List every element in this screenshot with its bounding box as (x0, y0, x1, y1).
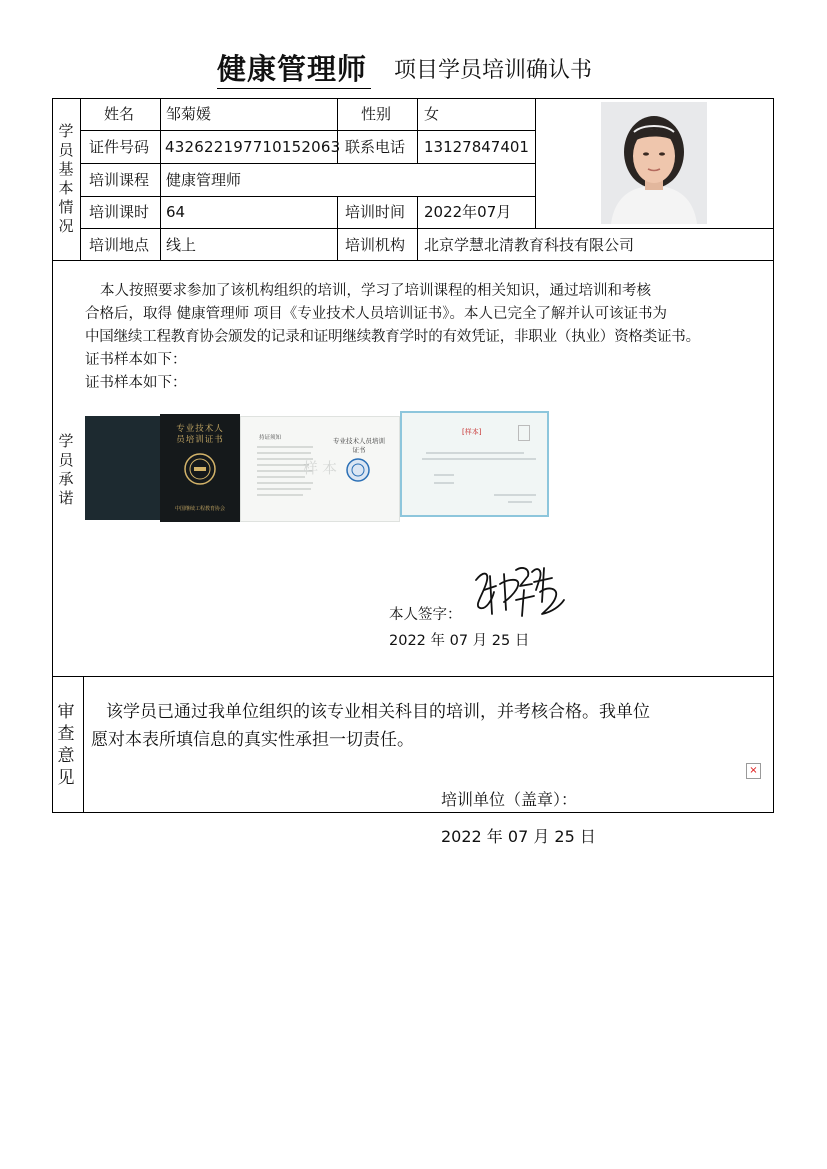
certificate-back-cover (85, 416, 160, 520)
broken-image-icon: × (746, 763, 761, 779)
sample-caption: 证书样本如下： (85, 352, 187, 368)
label-id-number: 证件号码 (89, 138, 150, 156)
grid-line (417, 196, 418, 261)
certificate-sample-page (400, 411, 549, 517)
table-border-bottom (52, 812, 774, 813)
training-unit-label: 培训单位（盖章）： (441, 790, 578, 809)
section-label-commitment: 学员承诺 (58, 432, 74, 507)
table-border-right (773, 98, 774, 813)
section-label-basic-info: 学员基本情况 (58, 122, 74, 235)
value-institution: 北京学慧北清教育科技有限公司 (424, 236, 635, 254)
student-photo (601, 102, 707, 224)
commitment-line: 合格后，取得 健康管理师 项目《专业技术人员培训证书》。本人已完全了解并认可该证书为 (85, 306, 667, 322)
review-line: 愿对本表所填信息的真实性承担一切责任。 (91, 730, 414, 750)
notice-heading: 持证须知 (259, 435, 282, 441)
review-date: 2022 年 07 月 25 日 (441, 827, 596, 846)
signature-label: 本人签字： (389, 607, 462, 623)
document-title-main: 健康管理师 (217, 50, 371, 89)
grid-line (417, 98, 418, 163)
value-gender: 女 (424, 105, 440, 123)
label-hours: 培训课时 (89, 203, 150, 221)
handwritten-signature (470, 562, 570, 620)
emblem-icon (183, 452, 217, 486)
grid-line (337, 196, 338, 261)
grid-line (83, 676, 84, 813)
value-training-time: 2022年07月 (424, 203, 512, 221)
value-phone: 13127847401 (424, 138, 529, 156)
certificate-inner-pages (240, 416, 400, 522)
sample-caption: 证书样本如下： (85, 375, 187, 391)
photo-placeholder (518, 425, 530, 441)
watermark: 样本 (303, 459, 342, 477)
section-label-review: 审查意见 (57, 702, 75, 788)
label-gender: 性别 (361, 105, 392, 123)
certificate-text-lines (412, 449, 540, 509)
sample-stamp: [样本] (462, 428, 482, 436)
grid-line (80, 98, 81, 261)
emblem-icon (345, 457, 371, 483)
certificate-front-cover (160, 414, 240, 522)
inner-title: 专业技术人员培训证书 (333, 437, 385, 454)
review-line: 该学员已通过我单位组织的该专业相关科目的培训，并考核合格。我单位 (106, 702, 650, 722)
label-institution: 培训机构 (345, 236, 406, 254)
value-id-number: 432622197710152063 (165, 138, 341, 156)
commitment-line: 本人按照要求参加了该机构组织的培训，学习了培训课程的相关知识，通过培训和考核 (100, 283, 651, 299)
section-divider (52, 676, 774, 677)
value-name: 邹菊媛 (166, 105, 212, 123)
cover-issuer: 中国继续工程教育协会 (174, 506, 225, 512)
label-location: 培训地点 (89, 236, 150, 254)
label-phone: 联系电话 (345, 138, 406, 156)
document-title-sub: 项目学员培训确认书 (394, 58, 593, 83)
commitment-line: 中国继续工程教育协会颁发的记录和证明继续教育学时的有效凭证，非职业（执业）资格类证书。 (85, 329, 700, 345)
value-hours: 64 (166, 203, 186, 221)
label-name: 姓名 (104, 105, 135, 123)
cover-title: 专业技术人员培训证书 (176, 424, 224, 445)
label-course: 培训课程 (89, 171, 150, 189)
value-course: 健康管理师 (166, 171, 242, 189)
value-location: 线上 (166, 236, 197, 254)
grid-line (535, 98, 536, 229)
label-training-time: 培训时间 (345, 203, 406, 221)
table-border-left (52, 98, 53, 813)
signature-date: 2022 年 07 月 25 日 (389, 633, 530, 649)
grid-line (160, 98, 161, 261)
